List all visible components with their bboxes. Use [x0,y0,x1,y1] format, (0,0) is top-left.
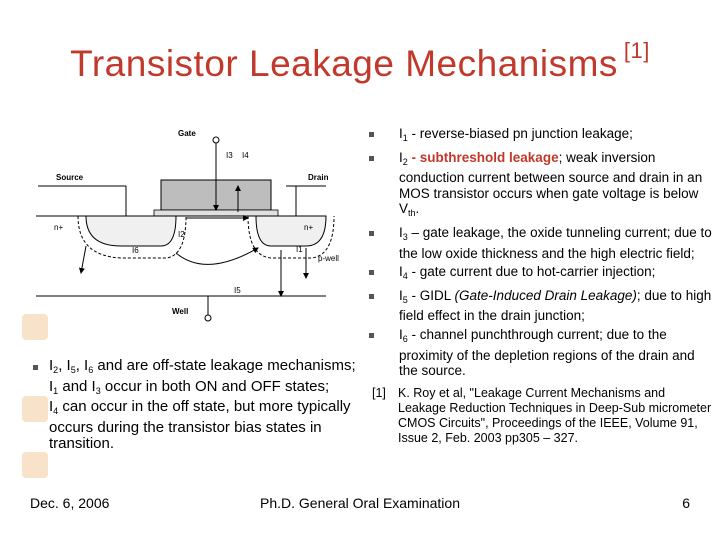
gate-label: Gate [178,129,196,138]
list-item: $I_6$ - channel punchthrough current; due to the proximity of the depletion regions of the drain and the source. [366,327,712,379]
slide-title [0,38,720,85]
i6-label: I6 [132,246,139,255]
list-item: $I_4$ - gate current due to hot-carrier injection; [366,264,712,285]
page-number: 6 [682,495,690,511]
reference-number: [1] [372,386,386,400]
i2-label: I2 [178,230,185,239]
decorative-square [22,452,48,478]
transistor-leakage-diagram [26,118,366,336]
footer-date: Dec. 6, 2006 [30,495,110,511]
drain-label: Drain [308,173,329,182]
subthreshold-highlight: subthreshold leakage [419,149,559,165]
reference-text: K. Roy et al, "Leakage Current Mechanisms and Leakage Reduction Techniques in Deep-Sub micrometer CMOS Circuits", Proceedings of the IEEE, Volume 91, Issue 2, Feb. 2003 pp305 – 327. [398,386,712,445]
i3-label: I3 [226,151,233,160]
list-item: $I_1$ - reverse-biased pn junction leakage; [366,126,712,147]
source-label: Source [56,173,84,182]
well-label: Well [172,307,189,316]
title-text: Transistor Leakage Mechanisms [70,43,618,84]
leakage-mechanism-list [366,126,712,382]
reference-citation [372,386,712,446]
list-item: $I_3$ – gate leakage, the oxide tunneling current; due to the low oxide thickness and the high electric field; [366,225,712,261]
n-plus-left-label: n+ [54,223,64,232]
list-item: $I_5$ - GIDL (Gate-Induced Drain Leakage); due to high field effect in the drain junction; [366,288,712,324]
title-ref: [1] [623,38,650,63]
list-item: $I_2$ - subthreshold leakage; weak inversion conduction current between source and drain in an MOS transistor occurs when gate voltage is below $V_{th}$. [366,150,712,222]
i4-label: I4 [242,151,249,160]
footer-title: Ph.D. General Oral Examination [260,495,460,511]
off-state-note: $I_2$, $I_5$, $I_6$ and are off-state leakage mechanisms; $I_1$ and $I_3$ occur in both ON and OFF states; $I_4$ can occur in the off state, but more typically occurs during the transistor bias states in transition. [33,358,367,453]
i5-label: I5 [234,286,241,295]
p-well-label: p-well [318,254,339,263]
n-plus-right-label: n+ [304,223,314,232]
i1-label: I1 [296,245,303,254]
